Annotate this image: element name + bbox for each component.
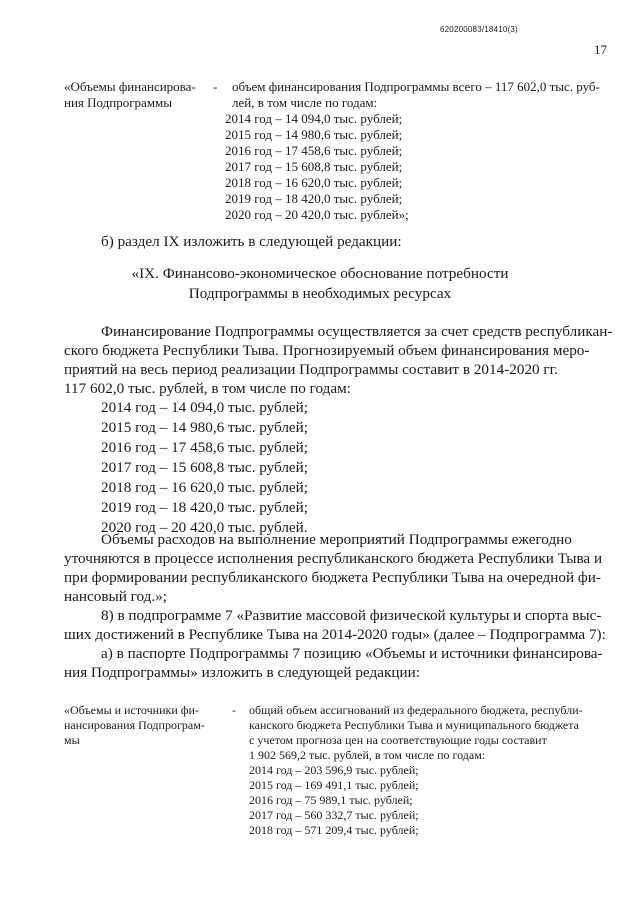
para3-line-2: ших достижений в Республике Тыва на 2014-2020 годы» (далее – Подпрограмма 7): <box>64 626 606 643</box>
passport-year-2018: 2018 год – 16 620,0 тыс. рублей; <box>225 175 403 190</box>
passport2-left-line-3: мы <box>64 733 80 747</box>
passport-right-line-1: объем финансирования Подпрограммы всего – 117 602,0 тыс. руб- <box>232 79 600 94</box>
para1-line-3: приятий на весь период реализации Подпрограммы составит в 2014-2020 гг. <box>64 361 558 378</box>
passport-year-2017: 2017 год – 15 608,8 тыс. рублей; <box>225 159 403 174</box>
passport2-right-line-4: 1 902 569,2 тыс. рублей, в том числе по годам: <box>249 748 486 762</box>
passport-left-line-1: «Объемы финансирова- <box>64 79 196 94</box>
para4-line-2: ния Подпрограммы» изложить в следующей редакции: <box>64 664 420 681</box>
passport2-year-2018: 2018 год – 571 209,4 тыс. рублей; <box>249 823 419 837</box>
list-item: 2020 год – 20 420,0 тыс. рублей. <box>101 519 308 536</box>
para3-line-1: 8) в подпрограмме 7 «Развитие массовой физической культуры и спорта выс- <box>101 607 602 624</box>
para2-line-1: Объемы расходов на выполнение мероприятий Подпрограммы ежегодно <box>101 531 572 548</box>
passport-year-2014: 2014 год – 14 094,0 тыс. рублей; <box>225 111 403 126</box>
passport-year-2016: 2016 год – 17 458,6 тыс. рублей; <box>225 143 403 158</box>
passport-year-2019: 2019 год – 18 420,0 тыс. рублей; <box>225 191 403 206</box>
list-item: 2014 год – 14 094,0 тыс. рублей; <box>101 399 309 416</box>
passport2-year-2016: 2016 год – 75 989,1 тыс. рублей; <box>249 793 413 807</box>
passport2-year-2015: 2015 год – 169 491,1 тыс. рублей; <box>249 778 419 792</box>
para1-line-1: Финансирование Подпрограммы осуществляется за счет средств республикан- <box>101 323 613 340</box>
document-id: 620200083/18410(3) <box>440 25 518 34</box>
list-item: 2016 год – 17 458,6 тыс. рублей; <box>101 439 309 456</box>
passport2-right-line-1: общий объем ассигнований из федерального бюджета, республи- <box>249 703 583 717</box>
para2-line-4: нансовый год.»; <box>64 588 167 605</box>
passport2-left-line-1: «Объемы и источники фи- <box>64 703 199 717</box>
item-b: б) раздел IX изложить в следующей редакции: <box>101 233 402 250</box>
passport-right-line-2: лей, в том числе по годам: <box>232 95 378 110</box>
para1-line-2: ского бюджета Республики Тыва. Прогнозируемый объем финансирования меро- <box>64 342 590 359</box>
passport2-year-2014: 2014 год – 203 596,9 тыс. рублей; <box>249 763 419 777</box>
passport2-year-2017: 2017 год – 560 332,7 тыс. рублей; <box>249 808 419 822</box>
section-heading-line-2: Подпрограммы в необходимых ресурсах <box>188 285 452 302</box>
passport-dash: - <box>213 79 218 94</box>
passport-year-2020: 2020 год – 20 420,0 тыс. рублей»; <box>225 207 409 222</box>
para4-line-1: а) в паспорте Подпрограммы 7 позицию «Объемы и источники финансирова- <box>101 645 603 662</box>
page-number: 17 <box>594 42 607 57</box>
passport2-left-line-2: нансирования Подпрограм- <box>64 718 205 732</box>
list-item: 2019 год – 18 420,0 тыс. рублей; <box>101 499 309 516</box>
passport2-right-line-2: канского бюджета Республики Тыва и муниципального бюджета <box>249 718 579 732</box>
list-item: 2015 год – 14 980,6 тыс. рублей; <box>101 419 309 436</box>
passport-year-2015: 2015 год – 14 980,6 тыс. рублей; <box>225 127 403 142</box>
section-heading-line-1: «IX. Финансово-экономическое обоснование потребности <box>131 265 509 282</box>
list-item: 2017 год – 15 608,8 тыс. рублей; <box>101 459 309 476</box>
passport2-dash: - <box>232 703 236 717</box>
passport2-right-line-3: с учетом прогноза цен на соответствующие годы составит <box>249 733 547 747</box>
para2-line-3: при формировании республиканского бюджета Республики Тыва на очередной фи- <box>64 569 601 586</box>
para2-line-2: уточняются в процессе исполнения республиканского бюджета Республики Тыва и <box>64 550 603 567</box>
passport-left-line-2: ния Подпрограммы <box>64 95 173 110</box>
para1-line-4: 117 602,0 тыс. рублей, в том числе по годам: <box>64 380 351 397</box>
list-item: 2018 год – 16 620,0 тыс. рублей; <box>101 479 309 496</box>
